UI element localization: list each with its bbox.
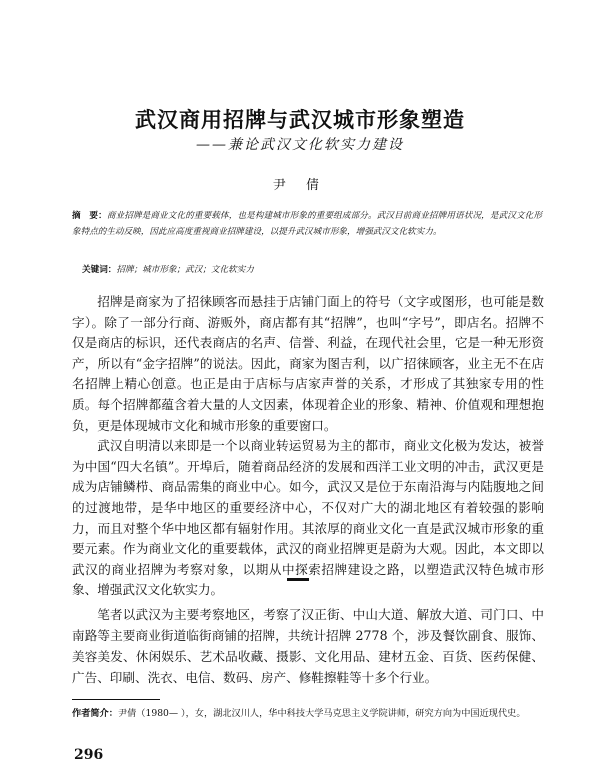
article-title: 武汉商用招牌与武汉城市形象塑造 — [135, 108, 465, 132]
body-paragraph-1: 招牌是商家为了招徕顾客而悬挂于店铺门面上的符号（文字或图形，也可能是数字）。除了一部分行商、游贩外，商店都有其“招牌”，也叫“字号”，即店名。招牌不仅是商店的标识，还代表商店的名声、信誉、利益，在现代社会里，它是一种无形资产，所以有“金字招牌”的说法。因此，商家为图吉利，以广招徕顾客，业主无不在店名招牌上精心创意。也正是由于店标与店家声誉的关系，才形成了其独家专用的性质。每个招牌都蕴含着大量的人文因素，体现着企业的形象、精神、价值观和理想抱负，更是体现城市文化和城市形象的重要窗口。 — [72, 294, 544, 433]
author-footnote — [72, 706, 544, 722]
body-paragraph-3: 笔者以武汉为主要考察地区，考察了汉正街、中山大道、解放大道、司门口、中南路等主要商业街道临街商铺的招牌，共统计招牌 2778 个，涉及餐饮副食、服饰、美容美发、休闲娱乐、艺术品收藏、摄影、文化用品、建材五金、百货、医药保健、广告、印刷、洗衣、电信、数码、房产、修鞋擦鞋等十多个行业。 — [72, 607, 544, 685]
footnote-text: 尹倩（1980— ），女，湖北汉川人，华中科技大学马克思主义学院讲师，研究方向为中国近现代史。 — [117, 708, 526, 719]
section-one-body — [72, 604, 544, 688]
intro-section — [72, 292, 544, 601]
footnote-label: 作者简介： — [72, 708, 118, 719]
abstract — [72, 208, 542, 240]
abstract-label: 摘 要： — [72, 211, 107, 221]
page-number: 296 — [74, 747, 104, 763]
article-subtitle: ——兼论武汉文化软实力建设 — [196, 137, 404, 153]
section-number-one — [287, 578, 309, 581]
keywords-label: 关键词： — [82, 265, 117, 275]
footnote-divider — [72, 699, 160, 700]
author-name: 尹 倩 — [272, 178, 328, 193]
keywords-text: 招牌；城市形象；武汉；文化软实力 — [116, 265, 254, 275]
abstract-text: 商业招牌是商业文化的重要载体，也是构建城市形象的重要组成部分。武汉目前商业招牌用语状况，是武汉文化形象特点的生动反映，因此应高度重视商业招牌建设，以提升武汉城市形象，增强武汉文化软实力。 — [72, 211, 542, 237]
keywords — [82, 263, 542, 275]
body-paragraph-2: 武汉自明清以来即是一个以商业转运贸易为主的都市，商业文化极为发达，被誉为中国“四大名镇”。开埠后，随着商品经济的发展和西洋工业文明的冲击，武汉更是成为店铺鳞栉、商品需集的商业中心。如今，武汉又是位于东南沿海与内陆腹地之间的过渡地带，是华中地区的重要经济中心，不仅对广大的湖北地区有着较强的影响力，而且对整个华中地区都有辐射作用。其浓厚的商业文化一直是武汉城市形象的重要元素。作为商业文化的重要载体，武汉的商业招牌更是蔚为大观。因此，本文即以武汉的商业招牌为考察对象，以期从中探索招牌建设之路，以塑造武汉特色城市形象、增强武汉文化软实力。 — [72, 438, 544, 598]
